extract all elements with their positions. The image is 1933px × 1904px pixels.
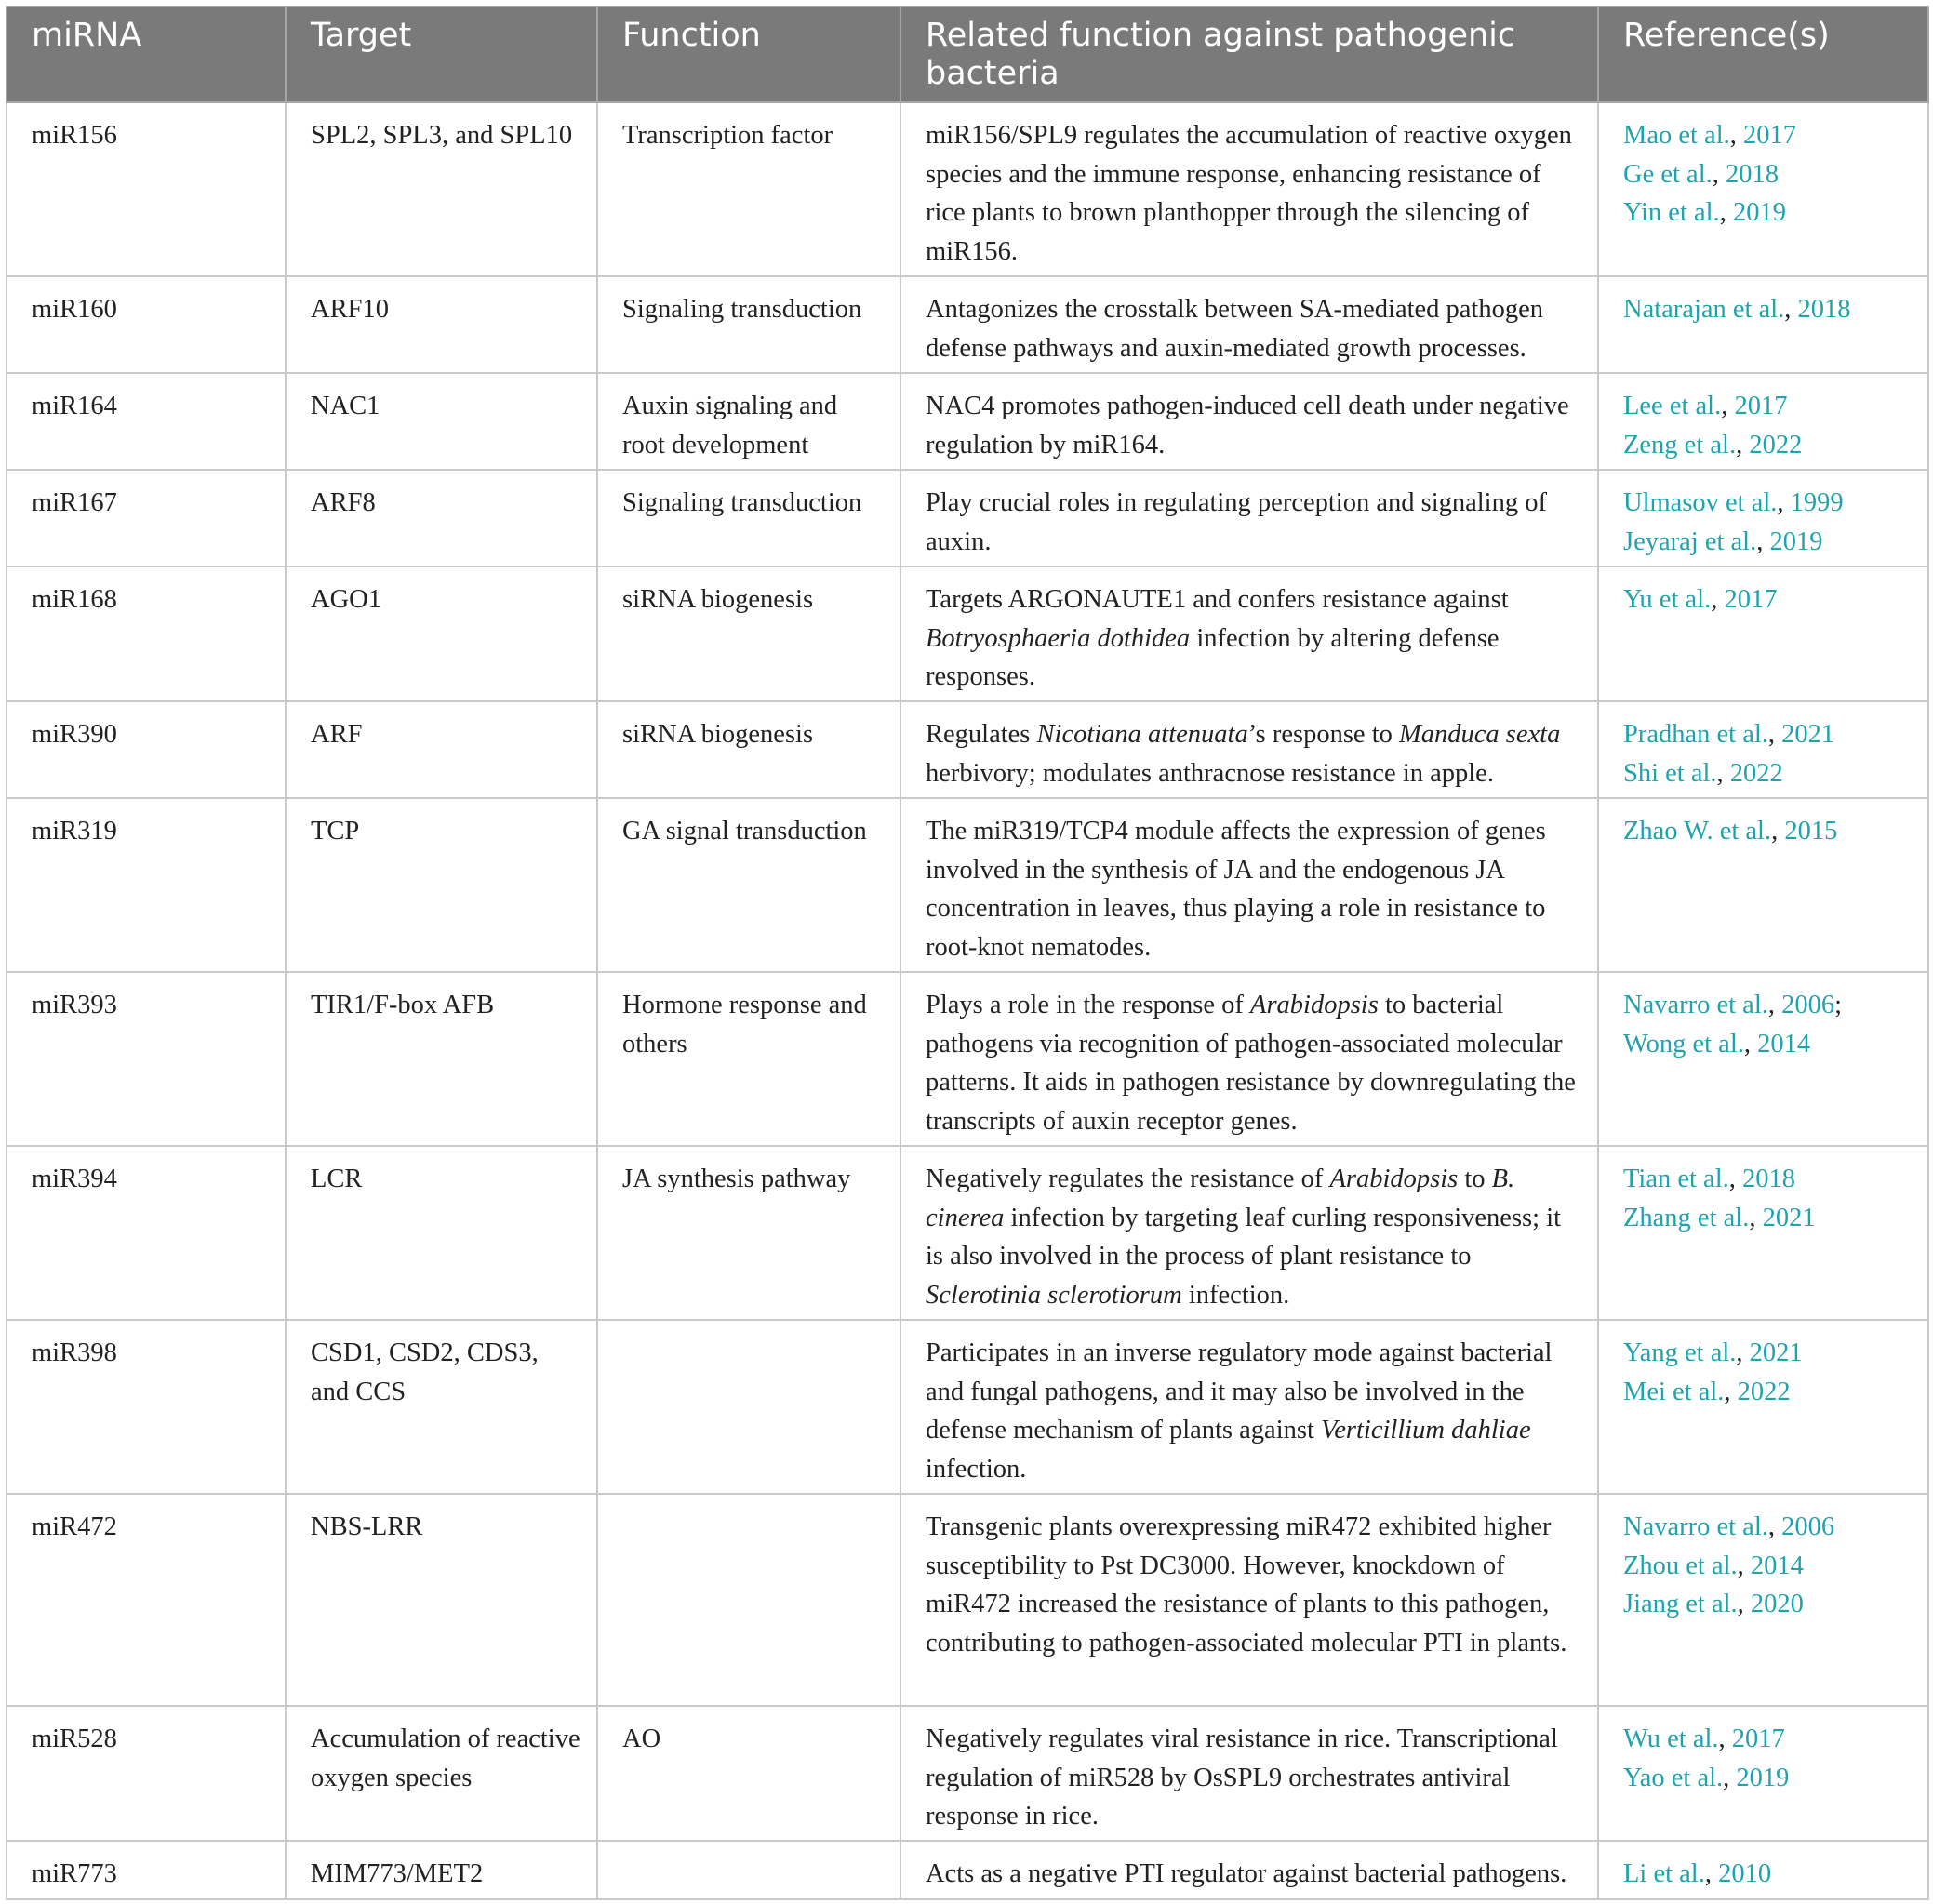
cell-mirna: miR167 <box>7 470 286 566</box>
reference-comma: , <box>1777 488 1791 517</box>
table-row <box>7 798 1928 972</box>
table-row <box>7 373 1928 470</box>
cell-function: AO <box>597 1706 900 1841</box>
reference-year-link[interactable]: 1999 <box>1790 488 1844 517</box>
text-segment: to bacterial pathogens via recognition of pathogen-associated molecular patterns. It aids in pathogen resistance by downregulating the transcripts of auxin receptor genes. <box>926 991 1576 1136</box>
table-row <box>7 276 1928 373</box>
cell-function: Transcription factor <box>597 102 900 276</box>
reference-year-link[interactable]: 2021 <box>1762 1203 1816 1232</box>
reference-citation[interactable] <box>1623 1025 1913 1064</box>
cell-references <box>1598 102 1928 276</box>
cell-mirna: miR168 <box>7 566 286 701</box>
text-segment: Participates in an inverse regulatory mode against bacterial and fungal pathogens, and it may also be involved in the defense mechanism of plants against <box>926 1338 1553 1445</box>
table-header <box>7 7 1928 102</box>
cell-target: CSD1, CSD2, CDS3, and CCS <box>286 1320 597 1494</box>
reference-author-link[interactable]: Zhao W. et al. <box>1623 817 1772 845</box>
text-segment: Antagonizes the crosstalk between SA-mediated pathogen defense pathways and auxin-mediated growth processes. <box>926 295 1544 363</box>
reference-author-link[interactable]: Tian et al. <box>1623 1165 1729 1193</box>
reference-citation[interactable] <box>1623 1759 1913 1798</box>
reference-comma: , <box>1736 1338 1750 1367</box>
reference-citation[interactable] <box>1623 580 1913 619</box>
header-row <box>7 7 1928 102</box>
reference-comma: , <box>1711 585 1725 614</box>
reference-author-link[interactable]: Yu et al. <box>1623 585 1712 614</box>
header-mirna: miRNA <box>7 7 286 102</box>
cell-references <box>1598 701 1928 798</box>
reference-author-link[interactable]: Wu et al. <box>1623 1724 1719 1753</box>
table-row <box>7 972 1928 1146</box>
table-body <box>7 102 1928 1899</box>
text-segment: The miR319/TCP4 module affects the expression of genes involved in the synthesis of JA and the endogenous JA concentration in leaves, thus playing a role in resistance to root-knot nematodes. <box>926 817 1546 962</box>
cell-related-function <box>900 701 1598 798</box>
italic-term: Arabidopsis <box>1329 1165 1459 1193</box>
table-row <box>7 1841 1928 1899</box>
cell-related-function <box>900 470 1598 566</box>
cell-function: siRNA biogenesis <box>597 566 900 701</box>
italic-term: Sclerotinia sclerotiorum <box>926 1280 1182 1310</box>
reference-year-link[interactable]: 2019 <box>1732 198 1786 227</box>
text-segment: NAC4 promotes pathogen-induced cell death under negative regulation by miR164. <box>926 392 1569 459</box>
cell-related-function <box>900 1706 1598 1841</box>
reference-author-link[interactable]: Yao et al. <box>1623 1763 1724 1792</box>
cell-function: Auxin signaling and root development <box>597 373 900 470</box>
reference-comma: , <box>1712 159 1726 189</box>
reference-year-link[interactable]: 2015 <box>1784 817 1838 845</box>
cell-references <box>1598 972 1928 1146</box>
reference-year-link[interactable]: 2014 <box>1757 1029 1811 1059</box>
cell-target: ARF10 <box>286 276 597 373</box>
reference-author-link[interactable]: Li et al. <box>1623 1859 1705 1888</box>
reference-author-link[interactable]: Jiang et al. <box>1623 1590 1738 1618</box>
text-segment: Negatively regulates the resistance of <box>926 1165 1330 1193</box>
reference-comma: , <box>1728 1165 1742 1193</box>
text-segment: Acts as a negative PTI regulator against bacterial pathogens. <box>926 1859 1567 1888</box>
cell-related-function <box>900 972 1598 1146</box>
reference-citation[interactable] <box>1623 1547 1913 1586</box>
reference-citation[interactable] <box>1623 1199 1913 1238</box>
reference-comma: , <box>1724 1377 1738 1406</box>
reference-comma: , <box>1718 1724 1732 1753</box>
cell-references <box>1598 470 1928 566</box>
cell-related-function <box>900 1841 1598 1899</box>
text-segment: Targets ARGONAUTE1 and confers resistance against <box>926 585 1509 614</box>
reference-citation[interactable] <box>1623 1855 1913 1894</box>
cell-references <box>1598 373 1928 470</box>
reference-year-link[interactable]: 2006 <box>1781 1512 1835 1541</box>
cell-references <box>1598 798 1928 972</box>
reference-citation[interactable] <box>1623 986 1913 1025</box>
text-segment: miR156/SPL9 regulates the accumulation of reactive oxygen species and the immune response, enhancing resistance of rice plants to brown planthopper through the silencing of miR156. <box>926 121 1572 266</box>
reference-citation[interactable] <box>1623 1720 1913 1759</box>
reference-citation[interactable] <box>1623 116 1913 155</box>
reference-comma: , <box>1749 1203 1763 1232</box>
reference-year-link[interactable]: 2018 <box>1797 295 1851 324</box>
text-segment: Negatively regulates viral resistance in rice. Transcriptional regulation of miR528 by OsSPL9 orchestrates antiviral response in rice. <box>926 1724 1558 1831</box>
reference-comma: , <box>1723 1763 1737 1792</box>
cell-function <box>597 1320 900 1494</box>
reference-citation[interactable] <box>1623 290 1913 329</box>
table-row <box>7 1706 1928 1841</box>
reference-citation[interactable] <box>1623 1334 1913 1373</box>
text-segment: to <box>1458 1165 1492 1193</box>
text-segment: Play crucial roles in regulating perception and signaling of auxin. <box>926 488 1547 556</box>
italic-term: Verticillium dahliae <box>1321 1416 1531 1445</box>
cell-target: SPL2, SPL3, and SPL10 <box>286 102 597 276</box>
table-row <box>7 566 1928 701</box>
header-related-function: Related function against pathogenic bacteria <box>900 7 1598 102</box>
reference-year-link[interactable]: 2022 <box>1729 758 1783 788</box>
cell-target: Accumulation of reactive oxygen species <box>286 1706 597 1841</box>
reference-citation[interactable] <box>1623 1373 1913 1412</box>
cell-target: NAC1 <box>286 373 597 470</box>
reference-author-link[interactable]: Pradhan et al. <box>1623 720 1768 749</box>
cell-references <box>1598 566 1928 701</box>
reference-year-link[interactable]: 2006 <box>1781 991 1835 1019</box>
cell-target: TIR1/F-box AFB <box>286 972 597 1146</box>
italic-term: Nicotiana attenuata <box>1036 720 1248 749</box>
reference-author-link[interactable]: Lee et al. <box>1623 392 1722 420</box>
cell-target: AGO1 <box>286 566 597 701</box>
cell-mirna: miR528 <box>7 1706 286 1841</box>
text-segment: ’s response to <box>1247 720 1399 749</box>
reference-year-link[interactable]: 2018 <box>1742 1165 1795 1193</box>
cell-related-function <box>900 276 1598 373</box>
reference-citation[interactable] <box>1623 715 1913 754</box>
cell-mirna: miR472 <box>7 1494 286 1706</box>
reference-citation[interactable] <box>1623 1160 1913 1199</box>
reference-citation[interactable] <box>1623 523 1913 562</box>
reference-author-link[interactable]: Navarro et al. <box>1623 991 1768 1019</box>
reference-author-link[interactable]: Yang et al. <box>1623 1338 1737 1367</box>
reference-year-link[interactable]: 2021 <box>1749 1338 1803 1367</box>
cell-mirna: miR164 <box>7 373 286 470</box>
reference-author-link[interactable]: Zhou et al. <box>1623 1551 1738 1580</box>
cell-related-function <box>900 373 1598 470</box>
text-segment: infection. <box>1181 1280 1290 1310</box>
cell-function: JA synthesis pathway <box>597 1146 900 1320</box>
reference-year-link[interactable]: 2019 <box>1736 1763 1790 1792</box>
cell-references <box>1598 1494 1928 1706</box>
reference-citation[interactable] <box>1623 754 1913 793</box>
table-row <box>7 470 1928 566</box>
cell-related-function <box>900 1494 1598 1706</box>
cell-related-function <box>900 798 1598 972</box>
reference-comma: , <box>1736 430 1750 459</box>
reference-comma: , <box>1719 198 1733 227</box>
reference-comma: , <box>1704 1859 1719 1888</box>
header-references: Reference(s) <box>1598 7 1928 102</box>
reference-citation[interactable] <box>1623 193 1913 233</box>
cell-references <box>1598 1706 1928 1841</box>
reference-comma: , <box>1716 758 1730 788</box>
reference-year-link[interactable]: 2017 <box>1731 1724 1785 1753</box>
reference-author-link[interactable]: Ge et al. <box>1623 159 1713 189</box>
text-segment: Regulates <box>926 720 1037 749</box>
reference-year-link[interactable]: 2010 <box>1718 1859 1772 1888</box>
cell-function: GA signal transduction <box>597 798 900 972</box>
reference-author-link[interactable]: Natarajan et al. <box>1623 295 1785 324</box>
reference-year-link[interactable]: 2014 <box>1750 1551 1804 1580</box>
reference-comma: , <box>1767 1512 1782 1541</box>
reference-citation[interactable] <box>1623 1508 1913 1547</box>
reference-year-link[interactable]: 2017 <box>1734 392 1788 420</box>
reference-comma: , <box>1737 1590 1751 1618</box>
reference-author-link[interactable]: Jeyaraj et al. <box>1623 526 1757 556</box>
table-row <box>7 1146 1928 1320</box>
reference-separator: ; <box>1834 991 1843 1019</box>
reference-comma: , <box>1784 295 1798 324</box>
cell-mirna: miR319 <box>7 798 286 972</box>
reference-author-link[interactable]: Mao et al. <box>1623 121 1730 150</box>
cell-mirna: miR398 <box>7 1320 286 1494</box>
cell-function <box>597 1841 900 1899</box>
mirna-table <box>6 6 1929 1900</box>
reference-citation[interactable] <box>1623 155 1913 194</box>
cell-references <box>1598 1841 1928 1899</box>
reference-citation[interactable] <box>1623 387 1913 426</box>
table-row <box>7 102 1928 276</box>
reference-author-link[interactable]: Wong et al. <box>1623 1029 1744 1059</box>
cell-mirna: miR394 <box>7 1146 286 1320</box>
cell-related-function <box>900 566 1598 701</box>
reference-year-link[interactable]: 2022 <box>1737 1377 1791 1406</box>
cell-target: NBS-LRR <box>286 1494 597 1706</box>
cell-target: MIM773/MET2 <box>286 1841 597 1899</box>
cell-mirna: miR390 <box>7 701 286 798</box>
reference-citation[interactable] <box>1623 812 1913 851</box>
reference-author-link[interactable]: Zeng et al. <box>1623 430 1737 459</box>
header-function: Function <box>597 7 900 102</box>
cell-target: LCR <box>286 1146 597 1320</box>
reference-comma: , <box>1737 1551 1751 1580</box>
cell-target: ARF <box>286 701 597 798</box>
reference-comma: , <box>1767 991 1782 1019</box>
reference-comma: , <box>1771 817 1785 845</box>
cell-mirna: miR160 <box>7 276 286 373</box>
header-target: Target <box>286 7 597 102</box>
reference-comma: , <box>1767 720 1782 749</box>
reference-year-link[interactable]: 2019 <box>1769 526 1823 556</box>
reference-citation[interactable] <box>1623 426 1913 465</box>
cell-function <box>597 1494 900 1706</box>
reference-year-link[interactable]: 2017 <box>1724 585 1778 614</box>
reference-citation[interactable] <box>1623 484 1913 523</box>
reference-author-link[interactable]: Ulmasov et al. <box>1623 488 1778 517</box>
reference-comma: , <box>1721 392 1735 420</box>
italic-term: Manduca sexta <box>1399 720 1561 749</box>
italic-term: B. cinerea <box>926 1165 1515 1232</box>
reference-author-link[interactable]: Shi et al. <box>1623 758 1717 788</box>
table-row <box>7 1494 1928 1706</box>
italic-term: Arabidopsis <box>1250 991 1379 1019</box>
reference-year-link[interactable]: 2018 <box>1726 159 1779 189</box>
cell-references <box>1598 1320 1928 1494</box>
cell-function: Signaling transduction <box>597 276 900 373</box>
cell-function: siRNA biogenesis <box>597 701 900 798</box>
cell-mirna: miR393 <box>7 972 286 1146</box>
reference-author-link[interactable]: Yin et al. <box>1623 198 1720 227</box>
cell-mirna: miR773 <box>7 1841 286 1899</box>
text-segment: Plays a role in the response of <box>926 991 1251 1019</box>
reference-author-link[interactable]: Navarro et al. <box>1623 1512 1768 1541</box>
text-segment: infection by altering defense responses. <box>926 623 1500 691</box>
table-row <box>7 1320 1928 1494</box>
cell-references <box>1598 1146 1928 1320</box>
cell-target: ARF8 <box>286 470 597 566</box>
cell-references <box>1598 276 1928 373</box>
italic-term: Botryosphaeria dothidea <box>926 623 1191 653</box>
cell-function: Signaling transduction <box>597 470 900 566</box>
reference-author-link[interactable]: Mei et al. <box>1623 1377 1725 1406</box>
reference-year-link[interactable]: 2017 <box>1743 121 1797 150</box>
reference-comma: , <box>1756 526 1770 556</box>
cell-function: Hormone response and others <box>597 972 900 1146</box>
reference-year-link[interactable]: 2022 <box>1749 430 1803 459</box>
reference-author-link[interactable]: Zhang et al. <box>1623 1203 1750 1232</box>
text-segment: herbivory; modulates anthracnose resistance in apple. <box>926 758 1494 788</box>
reference-year-link[interactable]: 2020 <box>1750 1590 1804 1618</box>
text-segment: infection. <box>926 1454 1027 1484</box>
reference-comma: , <box>1729 121 1744 150</box>
text-segment: infection by targeting leaf curling responsiveness; it is also involved in the process of plant resistance to <box>926 1203 1562 1271</box>
reference-year-link[interactable]: 2021 <box>1781 720 1835 749</box>
reference-citation[interactable] <box>1623 1585 1913 1624</box>
text-segment: Transgenic plants overexpressing miR472 exhibited higher susceptibility to Pst DC3000. However, knockdown of miR472 increased the resistance of plants to this pathogen, contributing to pathogen-associated molecular PTI in plants. <box>926 1512 1567 1658</box>
table-row <box>7 701 1928 798</box>
cell-target: TCP <box>286 798 597 972</box>
cell-related-function <box>900 102 1598 276</box>
cell-related-function <box>900 1146 1598 1320</box>
cell-related-function <box>900 1320 1598 1494</box>
reference-comma: , <box>1743 1029 1758 1059</box>
cell-mirna: miR156 <box>7 102 286 276</box>
